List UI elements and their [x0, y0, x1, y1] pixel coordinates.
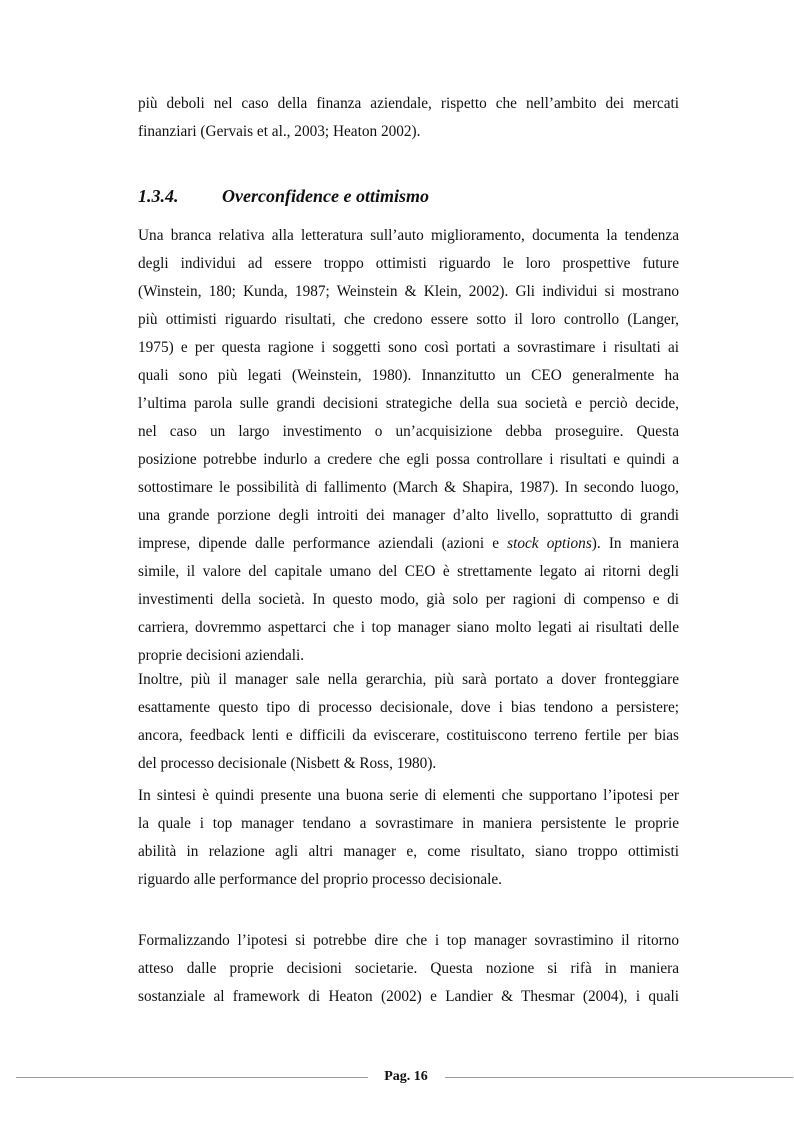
text-line: la quale i top manager tendano a sovrastimare in maniera persistente le proprie [138, 815, 679, 832]
footer-rule-left [16, 1077, 368, 1078]
text-line: riguardo alle performance del proprio processo decisionale. [138, 871, 503, 888]
text-line: (Winstein, 180; Kunda, 1987; Weinstein & Klein, 2002). Gli individui si mostrano [138, 283, 679, 300]
text-line: degli individui ad essere troppo ottimisti riguardo le loro prospettive future [138, 255, 679, 272]
text-line: atteso dalle proprie decisioni societarie. Questa nozione si rifà in maniera [138, 960, 679, 977]
paragraph-intro [138, 90, 679, 146]
text-line: posizione potrebbe indurlo a credere che egli possa controllare i risultati e quindi a [138, 451, 679, 468]
paragraph-hierarchy [138, 666, 679, 778]
text-line: carriera, dovremmo aspettarci che i top manager siano molto legati ai risultati delle [138, 619, 679, 636]
text-line: simile, il valore del capitale umano del CEO è strettamente legato ai ritorni degli [138, 563, 679, 580]
text-line: sostanziale al framework di Heaton (2002) e Landier & Thesmar (2004), i quali [138, 988, 679, 1005]
text-line: ancora, feedback lenti e difficili da eviscerare, costituiscono terreno fertile per bias [138, 727, 679, 744]
text-line: quali sono più legati (Weinstein, 1980). Innanzitutto un CEO generalmente ha [138, 367, 679, 384]
page-number: Pag. 16 [384, 1069, 428, 1084]
text-line: finanziari (Gervais et al., 2003; Heaton 2002). [138, 123, 421, 140]
paragraph-formalization [138, 927, 679, 1011]
paragraph-overconfidence [138, 222, 679, 670]
text-line: In sintesi è quindi presente una buona serie di elementi che supportano l’ipotesi per [138, 787, 679, 804]
section-title: Overconfidence e ottimismo [222, 186, 429, 206]
text-line: una grande porzione degli introiti dei manager d’alto livello, soprattutto di grandi [138, 507, 679, 524]
section-number: 1.3.4. [138, 186, 179, 206]
text-line: 1975) e per questa ragione i soggetti sono così portati a sovrastimare i risultati ai [138, 339, 679, 356]
text-segment: imprese, dipende dalle performance aziendali (azioni e [138, 535, 508, 552]
text-line: Formalizzando l’ipotesi si potrebbe dire che i top manager sovrastimino il ritorno [138, 932, 679, 949]
text-line: Una branca relativa alla letteratura sull’auto miglioramento, documenta la tendenza [138, 227, 679, 244]
footer-rule-right [445, 1077, 793, 1078]
italic-term: stock options [507, 535, 592, 552]
text-line: Inoltre, più il manager sale nella gerarchia, più sarà portato a dover fronteggiare [138, 671, 679, 688]
text-line: sottostimare le possibilità di fallimento (March & Shapira, 1987). In secondo luogo, [138, 479, 679, 496]
paragraph-summary [138, 782, 679, 894]
text-line: nel caso un largo investimento o un’acquisizione debba proseguire. Questa [138, 423, 679, 440]
text-segment: ). In maniera [591, 535, 679, 552]
text-line: l’ultima parola sulle grandi decisioni strategiche della sua società e perciò decide, [138, 395, 679, 412]
text-line: più ottimisti riguardo risultati, che credono essere sotto il loro controllo (Langer, [138, 311, 679, 328]
text-line: esattamente questo tipo di processo decisionale, dove i bias tendono a persistere; [138, 699, 679, 716]
text-line: del processo decisionale (Nisbett & Ross, 1980). [138, 755, 437, 772]
text-line: abilità in relazione agli altri manager e, come risultato, siano troppo ottimisti [138, 843, 679, 860]
text-line: proprie decisioni aziendali. [138, 647, 305, 664]
text-line [138, 530, 679, 558]
section-heading [138, 182, 429, 210]
text-line: più deboli nel caso della finanza aziendale, rispetto che nell’ambito dei mercati [138, 95, 679, 112]
text-line: investimenti della società. In questo modo, già solo per ragioni di compenso e di [138, 591, 679, 608]
